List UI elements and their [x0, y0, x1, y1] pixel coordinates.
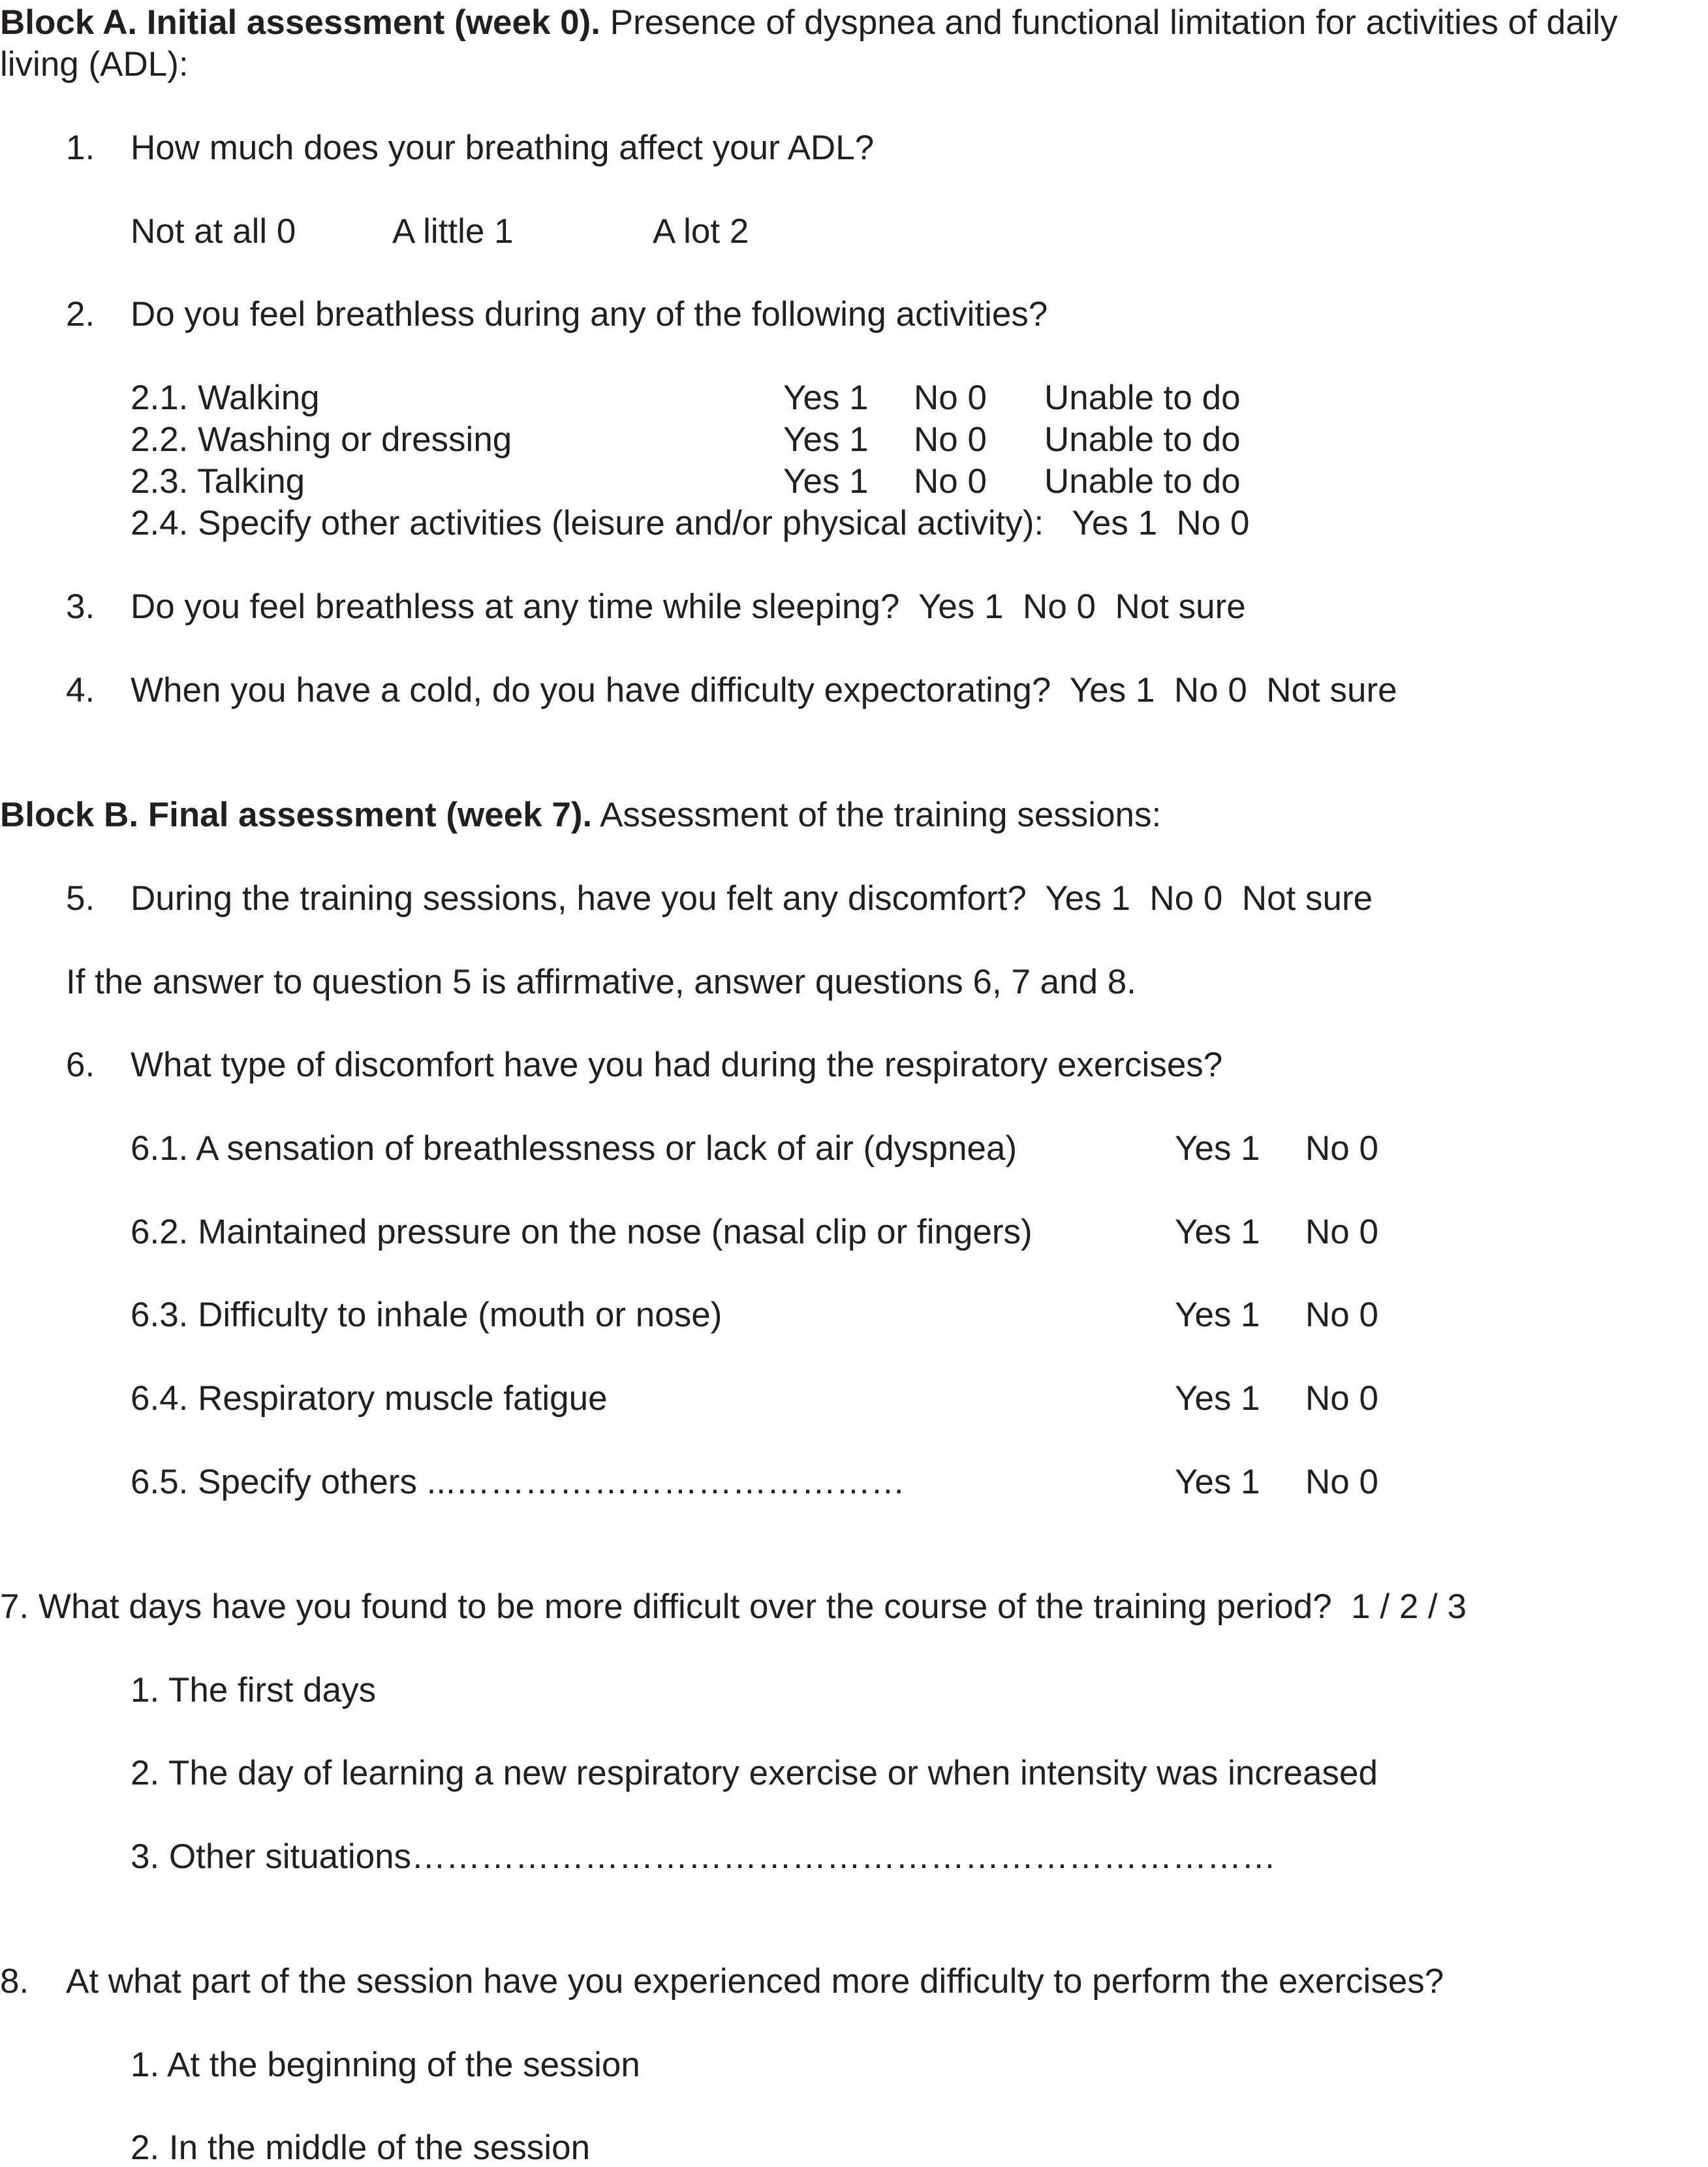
q4-text: When you have a cold, do you have difficulty expectorating? Yes 1 No 0 Not sure: [131, 671, 1397, 709]
q1-text: How much does your breathing affect your ADL?: [131, 129, 875, 167]
q1-option-not-at-all: Not at all 0: [131, 212, 296, 251]
block-b-heading: [0, 798, 1161, 832]
q2-number: 2.: [66, 295, 95, 334]
q2-item-walking-unable: Unable to do: [1044, 379, 1241, 417]
q6-item-nose-pressure-no: No 0: [1305, 1213, 1378, 1251]
q2-item-washing-no: No 0: [914, 420, 987, 459]
q7-text: 7. What days have you found to be more difficult over the course of the training period? 1 / 2 / 3: [0, 1587, 1467, 1626]
q5-text: During the training sessions, have you felt any discomfort? Yes 1 No 0 Not sure: [131, 879, 1373, 918]
q6-item-others-no: No 0: [1305, 1463, 1378, 1501]
q2-item-other-activities: 2.4. Specify other activities (leisure and/or physical activity): Yes 1 No 0: [131, 504, 1250, 542]
q6-item-fatigue-no: No 0: [1305, 1379, 1378, 1418]
q3-number: 3.: [66, 587, 95, 626]
q5-conditional-note: If the answer to question 5 is affirmative, answer questions 6, 7 and 8.: [66, 963, 1136, 1001]
block-a-heading-line2: living (ADL):: [0, 45, 189, 84]
q4-number: 4.: [66, 671, 95, 709]
block-a-heading-rest: Presence of dyspnea and functional limitation for activities of daily: [600, 3, 1618, 42]
q1-number: 1.: [66, 129, 95, 167]
q8-text: At what part of the session have you experienced more difficulty to perform the exercises?: [66, 1962, 1444, 2001]
q2-item-washing-label: 2.2. Washing or dressing: [131, 420, 512, 459]
q2-item-talking-yes: Yes 1: [783, 462, 869, 501]
q5-number: 5.: [66, 879, 95, 918]
q6-text: What type of discomfort have you had during the respiratory exercises?: [131, 1046, 1223, 1084]
q2-item-washing-yes: Yes 1: [783, 420, 869, 459]
block-a-heading: [0, 5, 1618, 40]
q2-item-talking-label: 2.3. Talking: [131, 462, 305, 501]
q6-item-dyspnea-no: No 0: [1305, 1129, 1378, 1168]
q6-item-dyspnea-yes: Yes 1: [1175, 1129, 1260, 1168]
q2-item-walking-no: No 0: [914, 379, 987, 417]
q2-item-washing-unable: Unable to do: [1044, 420, 1241, 459]
q7-option-new-exercise: 2. The day of learning a new respiratory exercise or when intensity was increased: [131, 1754, 1378, 1792]
q2-item-talking-no: No 0: [914, 462, 987, 501]
q6-item-fatigue-yes: Yes 1: [1175, 1379, 1260, 1418]
q6-number: 6.: [66, 1046, 95, 1084]
q6-item-inhale-yes: Yes 1: [1175, 1296, 1260, 1334]
q8-option-beginning: 1. At the beginning of the session: [131, 2046, 640, 2084]
q7-option-other-situations: 3. Other situations…………………………………………………………………: [131, 1837, 1277, 1876]
block-a-heading-bold: Block A. Initial assessment (week 0).: [0, 3, 601, 42]
q8-number: 8.: [0, 1962, 29, 2001]
q6-item-fatigue-label: 6.4. Respiratory muscle fatigue: [131, 1379, 608, 1418]
q2-text: Do you feel breathless during any of the following activities?: [131, 295, 1048, 334]
q1-option-a-lot: A lot 2: [653, 212, 749, 251]
q7-option-first-days: 1. The first days: [131, 1671, 377, 1709]
q2-item-walking-label: 2.1. Walking: [131, 379, 320, 417]
q2-item-talking-unable: Unable to do: [1044, 462, 1241, 501]
q6-item-inhale-no: No 0: [1305, 1296, 1378, 1334]
q1-option-a-little: A little 1: [392, 212, 514, 251]
q6-item-nose-pressure-label: 6.2. Maintained pressure on the nose (nasal clip or fingers): [131, 1213, 1033, 1251]
block-b-heading-bold: Block B. Final assessment (week 7).: [0, 796, 593, 834]
q6-item-others-yes: Yes 1: [1175, 1463, 1260, 1501]
q6-item-nose-pressure-yes: Yes 1: [1175, 1213, 1260, 1251]
q2-item-walking-yes: Yes 1: [783, 379, 869, 417]
q6-item-inhale-label: 6.3. Difficulty to inhale (mouth or nose): [131, 1296, 722, 1334]
q3-text: Do you feel breathless at any time while sleeping? Yes 1 No 0 Not sure: [131, 587, 1246, 626]
q6-item-others-label: 6.5. Specify others ...…………………………………: [131, 1463, 905, 1501]
block-b-heading-rest: Assessment of the training sessions:: [592, 796, 1162, 834]
q6-item-dyspnea-label: 6.1. A sensation of breathlessness or lack of air (dyspnea): [131, 1129, 1017, 1168]
q8-option-middle: 2. In the middle of the session: [131, 2128, 591, 2167]
